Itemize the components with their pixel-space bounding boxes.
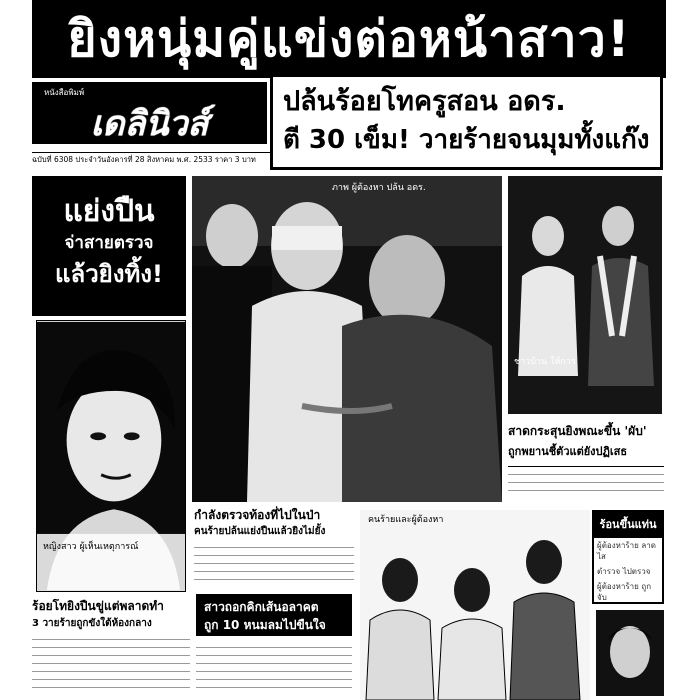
suspects-photo-image: [360, 510, 590, 700]
side-headline-line2: จ่าสายตรวจ: [64, 233, 154, 253]
headline-box: [270, 74, 663, 170]
suspects-photo: [360, 510, 590, 700]
middle-story-body: [194, 540, 354, 582]
headline-box-line2: ตี 30 เข็ม! วายร้ายจนมุมทั้งแก๊ง: [283, 125, 650, 155]
right-story-head1: สาดกระสุนยิงพณะขึ้น 'ผับ': [508, 424, 647, 438]
middle-box-head2: ถูก 10 หนมลมไปขืนใจ: [204, 618, 326, 632]
side-headline-box: [32, 176, 186, 316]
small-portrait-image: [596, 610, 664, 696]
middle-box-head1: สาวถอกคิกเส้นอลาคต: [204, 600, 319, 614]
right-story: [508, 420, 664, 510]
small-portrait: [596, 610, 664, 696]
mini-box-head: ร้อนขึ้นแท่น: [594, 512, 662, 538]
woman-photo-caption: หญิงสาว ผู้เห็นเหตุการณ์: [43, 542, 139, 552]
newspaper-masthead: [32, 82, 267, 144]
side-headline-line1: แย่งปืน: [63, 194, 155, 229]
suspects-photo-caption: คนร้ายและผู้ต้องหา: [368, 515, 444, 525]
mini-box-item: ผู้ต้องหาร้าย ลาดไส: [597, 541, 656, 561]
left-bottom-story: [32, 596, 190, 700]
main-photo-caption: ภาพ ผู้ต้องหา ปล้น อดร.: [332, 183, 426, 193]
woman-photo: [36, 320, 186, 592]
middle-story: [194, 506, 354, 590]
mini-box-item: ผู้ต้องหาร้าย ถูกจับ: [597, 582, 652, 602]
front-page-headline: ยิงหนุ่มคู่แข่งต่อหน้าสาว!: [32, 0, 666, 78]
left-bottom-body: [32, 632, 190, 688]
mini-news-box: [592, 510, 664, 604]
right-photo-image: [508, 176, 662, 414]
middle-story-head2: คนร้ายปล้นแย่งปืนแล้วยิงไม่ยั้ง: [194, 526, 326, 537]
right-photo-caption: ชาวบ้าน ให้การ: [514, 357, 576, 367]
main-photo-image: [192, 176, 502, 502]
middle-box-body: [196, 640, 352, 690]
middle-story-head1: กำลังตรวจท้องที่ไปในป่า: [194, 508, 321, 522]
main-photo: [192, 176, 502, 502]
issue-line: ฉบับที่ 6308 ประจำวันอังคารที่ 28 สิงหาคม พ.ศ. 2533 ราคา 3 บาท: [32, 152, 272, 166]
side-headline-line3: แล้วยิงทิ้ง!: [55, 260, 163, 288]
right-story-head2: ถูกพยานชี้ตัวแต่ยังปฏิเสธ: [508, 445, 628, 458]
right-photo: [508, 176, 662, 414]
mini-box-item: ตำรวจ ไปตรวจ: [597, 567, 651, 576]
middle-boxed-story: [196, 594, 352, 636]
right-story-body: [508, 466, 664, 497]
left-bottom-sub: 3 วายร้ายถูกขังใต้ห้องกลาง: [32, 618, 152, 629]
masthead-tagline: หนังสือพิมพ์: [44, 88, 85, 97]
masthead-title: เดลินิวส์: [90, 104, 209, 144]
headline-box-line1: ปล้นร้อยโทครูสอน อดร.: [283, 86, 566, 117]
left-bottom-head: ร้อยโทยิงปืนขู่แต่พลาดทำ: [32, 599, 164, 613]
